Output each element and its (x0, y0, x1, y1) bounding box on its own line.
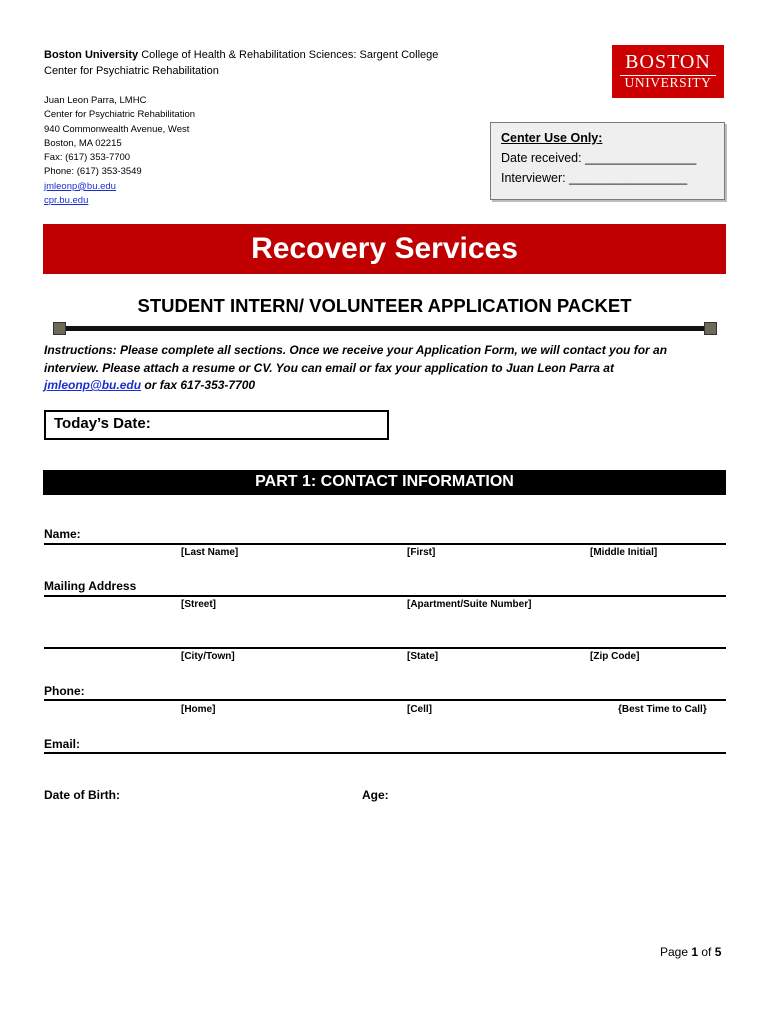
part1-title: PART 1: CONTACT INFORMATION (255, 473, 514, 490)
mailing-address-label: Mailing Address (44, 579, 137, 593)
header-center: Center for Psychiatric Rehabilitation (44, 65, 219, 77)
contact-street: 940 Commonwealth Avenue, West (44, 123, 190, 135)
center-use-box (490, 122, 725, 200)
last-name-caption: [Last Name] (181, 547, 239, 558)
contact-email-link[interactable]: jmleonp@bu.edu (44, 180, 116, 192)
title-divider (53, 326, 713, 331)
name-line[interactable] (44, 543, 726, 545)
cell-phone-caption: [Cell] (407, 704, 432, 715)
phone-line[interactable] (44, 699, 726, 701)
contact-city: Boston, MA 02215 (44, 137, 122, 149)
divider-right-square (704, 322, 717, 335)
name-label: Name: (44, 527, 81, 541)
email-line[interactable] (44, 752, 726, 754)
page-of: of (698, 945, 715, 959)
center-use-title: Center Use Only: (501, 131, 603, 145)
todays-date-field[interactable] (44, 410, 389, 440)
home-phone-caption: [Home] (181, 704, 216, 715)
packet-title: STUDENT INTERN/ VOLUNTEER APPLICATION PACKET (137, 295, 632, 316)
divider-left-square (53, 322, 66, 335)
state-caption: [State] (407, 651, 439, 662)
contact-center: Center for Psychiatric Rehabilitation (44, 109, 196, 121)
apartment-caption: [Apartment/Suite Number] (407, 599, 532, 610)
city-line[interactable] (44, 647, 726, 649)
age-label: Age: (362, 788, 389, 802)
header-org (44, 47, 438, 63)
interviewer-field: Interviewer: _________________ (501, 171, 688, 185)
street-line[interactable] (44, 595, 726, 597)
page-number (660, 945, 721, 959)
instructions-line2: interview. Please attach a resume or CV. You can email or fax your application to Juan Leon Parra at (44, 360, 614, 375)
todays-date-label: Today’s Date: (54, 415, 151, 432)
org-college: College of Health & Rehabilitation Sciences: Sargent College (138, 49, 439, 61)
website-link[interactable]: cpr.bu.edu (44, 195, 89, 207)
instructions-line1: Instructions: Please complete all sections. Once we receive your Application Form, we will contact you for an (44, 343, 668, 357)
contact-name: Juan Leon Parra, LMHC (44, 95, 147, 106)
page-current: 1 (691, 945, 699, 959)
boston-university-logo (612, 45, 724, 98)
address-block (44, 94, 195, 208)
zip-caption: [Zip Code] (590, 651, 640, 662)
street-caption: [Street] (181, 599, 217, 610)
contact-fax: Fax: (617) 353-7700 (44, 152, 131, 164)
first-name-caption: [First] (407, 547, 436, 558)
instructions-email-link[interactable]: jmleonp@bu.edu (44, 378, 142, 392)
logo-line2: UNIVERSITY (624, 75, 712, 90)
instructions-fax: or fax 617-353-7700 (141, 378, 256, 392)
middle-initial-caption: [Middle Initial] (590, 547, 658, 558)
city-caption: [City/Town] (181, 651, 235, 662)
page-total: 5 (714, 945, 722, 959)
part1-header (43, 470, 726, 495)
best-time-caption: {Best Time to Call} (618, 704, 707, 715)
banner-title: Recovery Services (251, 232, 518, 265)
dob-label: Date of Birth: (44, 788, 120, 802)
contact-phone: Phone: (617) 353-3549 (44, 166, 142, 178)
instructions (44, 342, 724, 395)
date-received-field: Date received: ________________ (501, 151, 697, 165)
page-prefix: Page (660, 945, 692, 959)
email-label: Email: (44, 737, 81, 751)
phone-label: Phone: (44, 684, 85, 698)
org-name: Boston University (44, 49, 139, 61)
logo-line1: BOSTON (625, 51, 711, 73)
recovery-services-banner (43, 224, 726, 274)
